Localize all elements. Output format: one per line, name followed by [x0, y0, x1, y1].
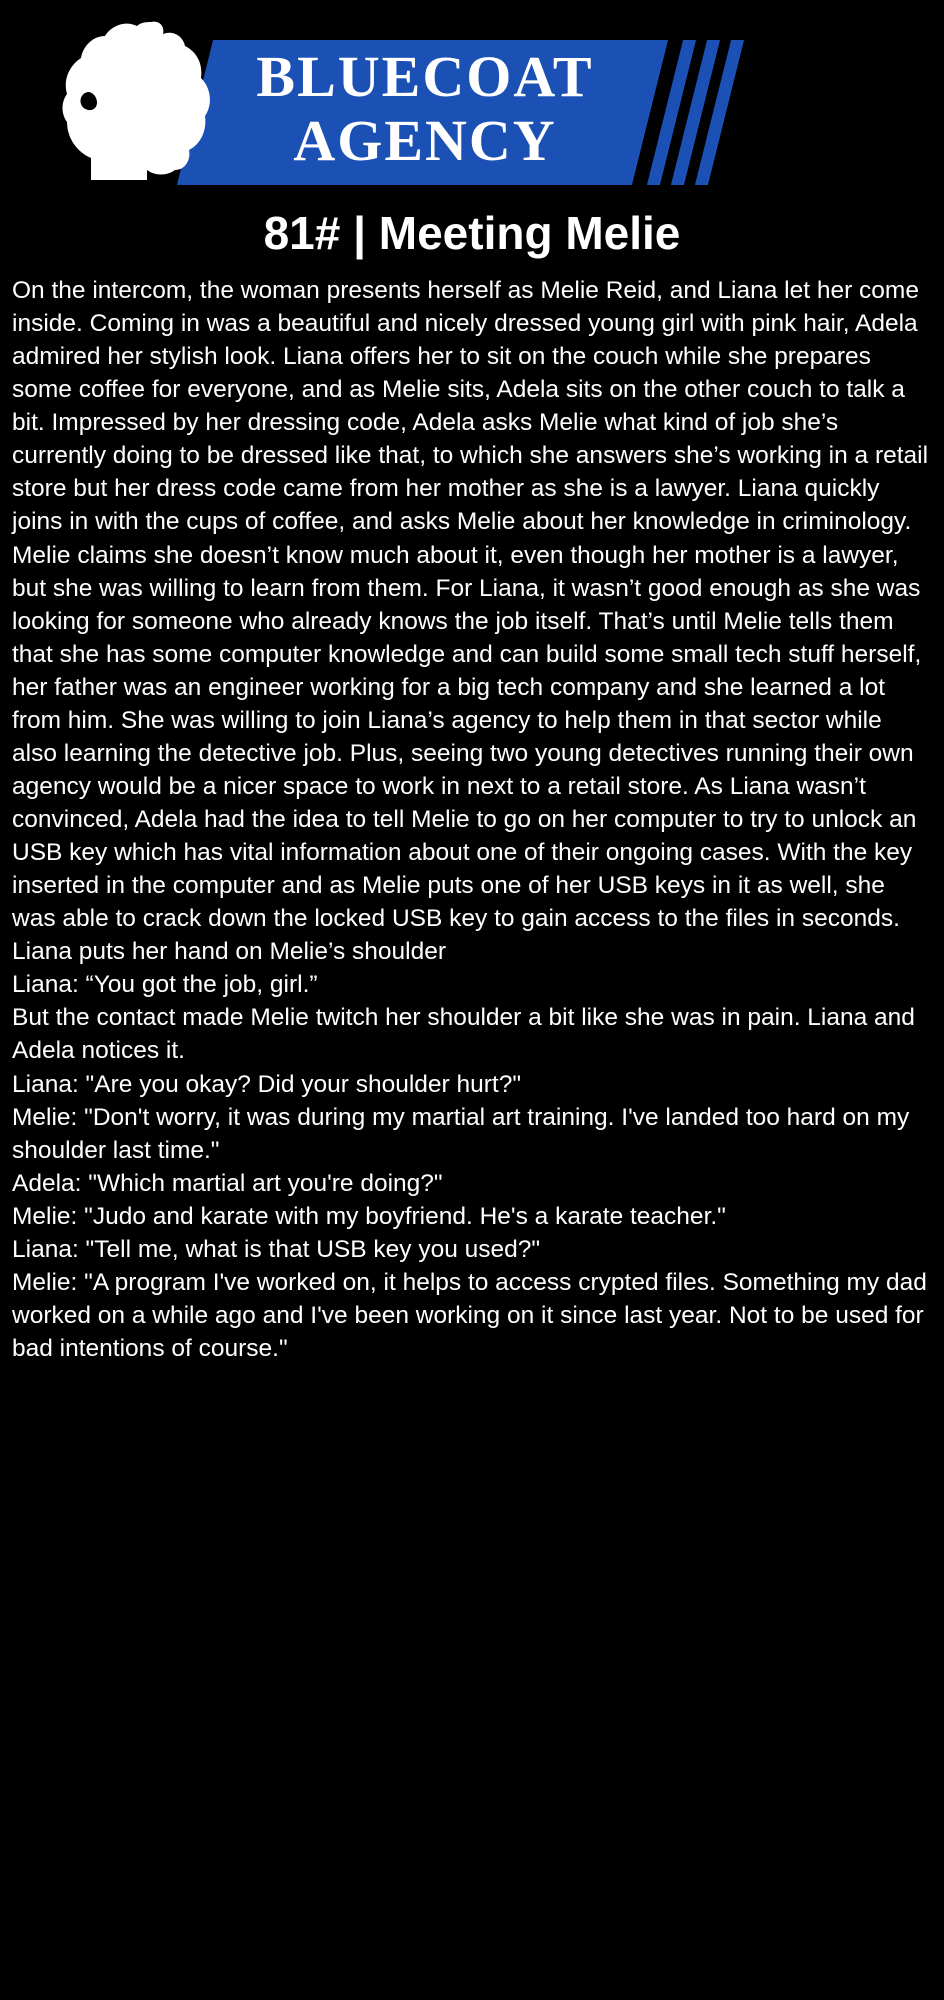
story-line-4: Melie: "Don't worry, it was during my martial art training. I've landed too hard on my shoulder last time." [12, 1103, 910, 1164]
story-line-5: Adela: "Which martial art you're doing?" [12, 1169, 443, 1197]
story-content [0, 274, 944, 1385]
story-line-2: But the contact made Melie twitch her shoulder a bit like she was in pain. Liana and Adela notices it. [12, 1004, 915, 1065]
header-banner [0, 0, 944, 200]
story-line-8: Melie: "A program I've worked on, it helps to access crypted files. Something my dad worked on a while ago and I've been working on it since last year. Not to be used for bad intentions of course." [12, 1268, 927, 1362]
brand-line-1: BLUECOAT [256, 44, 594, 109]
brand-text [215, 44, 635, 173]
story-line-7: Liana: "Tell me, what is that USB key you used?" [12, 1235, 541, 1263]
banner-inner [55, 18, 695, 183]
story-line-0: Liana puts her hand on Melie’s shoulder [12, 938, 447, 966]
brand-line-2: AGENCY [293, 108, 557, 173]
detective-head-icon [55, 18, 220, 183]
page-title: 81# | Meeting Melie [263, 207, 681, 259]
story-line-1: Liana: “You got the job, girl.” [12, 971, 318, 999]
story-line-6: Melie: "Judo and karate with my boyfriend. He's a karate teacher." [12, 1202, 726, 1230]
story-main-paragraph: On the intercom, the woman presents herself as Melie Reid, and Liana let her come inside. Coming in was a beautiful and nicely dressed young girl with pink hair, Adela admired her stylish look. Liana offers her to sit on the couch while she prepares some coffee for everyone, and as Melie sits, Adela sits on the other couch to talk a bit. Impressed by her dressing code, Adela asks Melie what kind of job she’s currently doing to be dressed like that, to which she answers she’s working in a retail store but her dress code came from her mother as she is a lawyer. Liana quickly joins in with the cups of coffee, and asks Melie about her knowledge in criminology. Melie claims she doesn’t know much about it, even though her mother is a lawyer, but she was willing to learn from them. For Liana, it wasn’t good enough as she was looking for someone who already knows the job itself. That’s until Melie tells them that she has some computer knowledge and can build some small tech stuff herself, her father was an engineer working for a big tech company and she learned a lot from him. She was willing to join Liana’s agency to help them in that sector while also learning the detective job. Plus, seeing two young detectives running their own agency would be a nicer space to work in next to a retail store. As Liana wasn’t convinced, Adela had the idea to tell Melie to go on her computer to try to unlock an USB key which has vital information about one of their ongoing cases. With the key inserted in the computer and as Melie puts one of her USB keys in it as well, she was able to crack down the locked USB key to gain access to the files in seconds. [12, 277, 929, 933]
story-line-3: Liana: "Are you okay? Did your shoulder hurt?" [12, 1070, 522, 1098]
